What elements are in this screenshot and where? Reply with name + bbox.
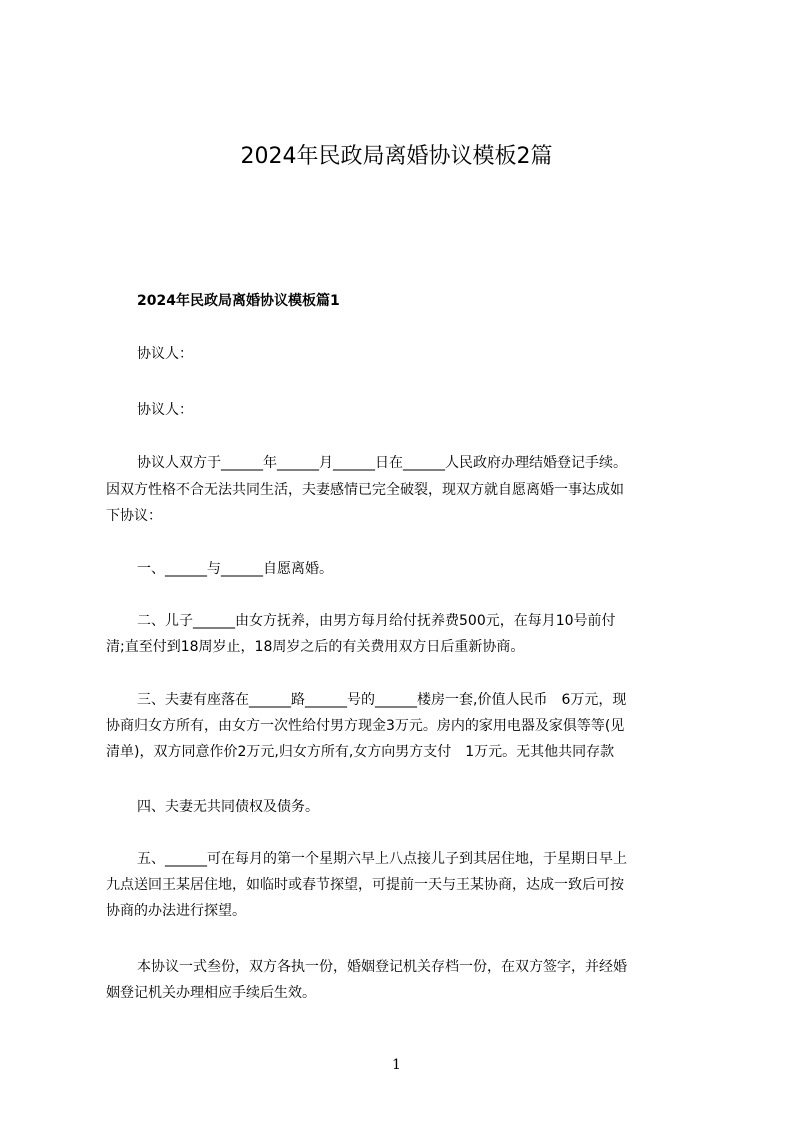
clause-1-line-1: 一、______与______自愿离婚。 (137, 561, 333, 577)
clause-4-line-1: 四、夫妻无共同债权及债务。 (137, 799, 319, 815)
clause-3-line-3: 清单)，双方同意作价2万元,归女方所有,女方向男方支付 1万元。无其他共同存款 (106, 744, 615, 760)
clause-5-line-3: 协商的办法进行探望。 (106, 903, 246, 919)
clause-2-line-2: 清;直至付到18周岁止，18周岁之后的有关费用双方日后重新协商。 (106, 639, 525, 655)
closing-line-1: 本协议一式叁份，双方各执一份，婚姻登记机关存档一份，在双方签字，并经婚 (137, 959, 627, 975)
party-2-line: 协议人： (137, 402, 193, 418)
document-title: 2024年民政局离婚协议模板2篇 (240, 144, 553, 169)
intro-line-3: 下协议： (106, 508, 162, 524)
intro-line-2: 因双方性格不合无法共同生活，夫妻感情已完全破裂，现双方就自愿离婚一事达成如 (106, 482, 624, 498)
clause-3-line-2: 协商归女方所有，由女方一次性给付男方现金3万元。房内的家用电器及家俱等等(见 (106, 718, 625, 734)
clause-2-line-1: 二、儿子______由女方抚养，由男方每月给付抚养费500元，在每月10号前付 (137, 613, 616, 629)
page-number: 1 (392, 1057, 401, 1073)
intro-line-1: 协议人双方于______年______月______日在______人民政府办理结婚登记手续。 (137, 455, 627, 471)
clause-3-line-1: 三、夫妻有座落在______路______号的______楼房一套,价值人民币 6万元，现 (137, 692, 627, 708)
clause-5-line-2: 九点送回王某居住地，如临时或春节探望，可提前一天与王某协商，达成一致后可按 (106, 877, 624, 893)
clause-5-line-1: 五、______可在每月的第一个星期六早上八点接儿子到其居住地，于星期日早上 (137, 851, 627, 867)
section-heading: 2024年民政局离婚协议模板篇1 (137, 293, 340, 309)
party-1-line: 协议人： (137, 346, 193, 362)
closing-line-2: 姻登记机关办理相应手续后生效。 (106, 985, 316, 1001)
